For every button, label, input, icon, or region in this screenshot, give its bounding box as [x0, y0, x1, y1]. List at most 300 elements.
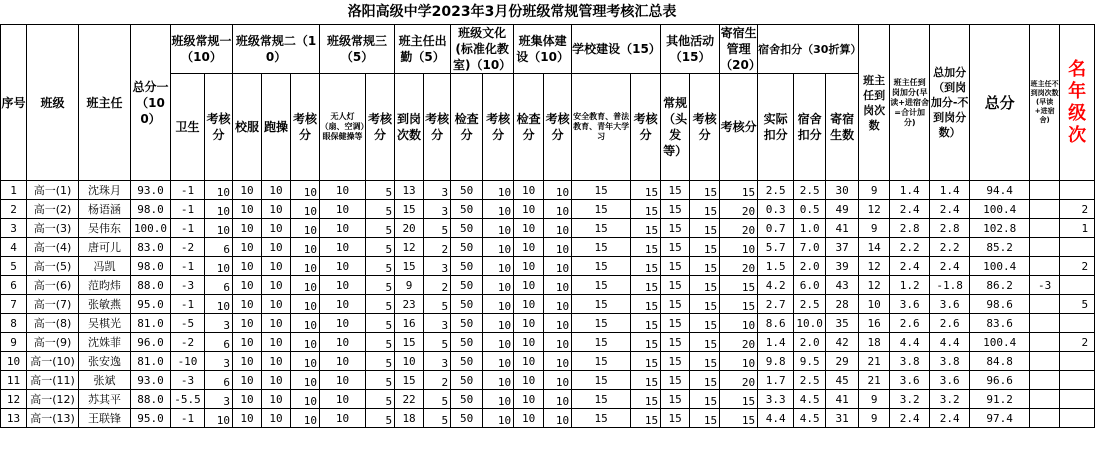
cell-rk: 2: [1060, 200, 1095, 219]
cell-r3a: 10: [320, 409, 366, 428]
cell-atb: 5: [424, 219, 451, 238]
cell-dd1: 4.4: [758, 409, 794, 428]
cell-total: 94.4: [970, 181, 1030, 200]
cell-teacher: 唐可儿: [79, 238, 131, 257]
cell-t1: 83.0: [131, 238, 171, 257]
cell-cls: 高一(8): [27, 314, 79, 333]
cell-dd1: 9.8: [758, 352, 794, 371]
cell-dd2: 7.0: [794, 238, 826, 257]
cell-total: 85.2: [970, 238, 1030, 257]
cell-r1a: -5.5: [171, 390, 205, 409]
cell-t1: 95.0: [131, 409, 171, 428]
cell-t1: 81.0: [131, 352, 171, 371]
cell-cua: 50: [451, 238, 483, 257]
cell-cls: 高一(1): [27, 181, 79, 200]
cell-r1a: -10: [171, 352, 205, 371]
cell-acb: 15: [690, 314, 720, 333]
header-total1: 总分一（100）: [131, 25, 171, 181]
header-uniform: 校服: [233, 74, 262, 181]
cell-cob: 10: [544, 219, 572, 238]
cell-t1: 88.0: [131, 276, 171, 295]
cell-dd1: 1.7: [758, 371, 794, 390]
cell-ab: [1030, 371, 1060, 390]
cell-cub: 10: [483, 257, 514, 276]
cell-r2c: 10: [291, 295, 320, 314]
table-row: [1, 352, 1095, 371]
cell-atb: 3: [424, 200, 451, 219]
cell-ata: 15: [395, 200, 424, 219]
header-teacher-bonus: 班主任到岗加分(早读+进宿舍=合计加分): [890, 25, 930, 181]
cell-scb: 15: [631, 257, 661, 276]
cell-tt: 2.4: [930, 409, 970, 428]
cell-r2a: 10: [233, 200, 262, 219]
cell-rk: [1060, 276, 1095, 295]
cell-tb: 2.2: [890, 238, 930, 257]
cell-total: 100.4: [970, 257, 1030, 276]
cell-r3b: 5: [366, 409, 395, 428]
cell-total: 98.6: [970, 295, 1030, 314]
cell-r1b: 6: [205, 371, 233, 390]
cell-r2c: 10: [291, 352, 320, 371]
cell-r3a: 10: [320, 390, 366, 409]
cell-r3b: 5: [366, 295, 395, 314]
table-row: [1, 409, 1095, 428]
cell-ab: [1030, 257, 1060, 276]
header-collective: 班集体建设（10）: [514, 25, 572, 74]
cell-tt: 1.4: [930, 181, 970, 200]
cell-cub: 10: [483, 409, 514, 428]
cell-cob: 10: [544, 314, 572, 333]
cell-ata: 12: [395, 238, 424, 257]
cell-t1: 98.0: [131, 257, 171, 276]
cell-dd2: 2.5: [794, 295, 826, 314]
cell-r3b: 5: [366, 257, 395, 276]
cell-tt: 2.2: [930, 238, 970, 257]
cell-dd3: 29: [826, 352, 859, 371]
cell-ata: 15: [395, 333, 424, 352]
cell-tc: 10: [859, 295, 890, 314]
cell-coa: 10: [514, 219, 544, 238]
cell-r1b: 10: [205, 295, 233, 314]
cell-r3a: 10: [320, 295, 366, 314]
cell-scb: 15: [631, 314, 661, 333]
cell-acb: 15: [690, 295, 720, 314]
header-score: 考核分: [690, 74, 720, 181]
header-dorm-mgmt: 寄宿生管理（20）: [720, 26, 761, 72]
cell-acb: 15: [690, 257, 720, 276]
cell-acb: 15: [690, 352, 720, 371]
cell-tt: 2.4: [930, 257, 970, 276]
cell-cls: 高一(9): [27, 333, 79, 352]
header-actual-deduct: 实际扣分: [758, 74, 794, 181]
cell-r2b: 10: [262, 333, 291, 352]
cell-ab: [1030, 333, 1060, 352]
table-row: [1, 371, 1095, 390]
cell-scb: 15: [631, 390, 661, 409]
cell-atb: 3: [424, 181, 451, 200]
cell-r1b: 6: [205, 276, 233, 295]
cell-tc: 9: [859, 219, 890, 238]
cell-teacher: 沈珠月: [79, 181, 131, 200]
cell-r2a: 10: [233, 390, 262, 409]
cell-cls: 高一(11): [27, 371, 79, 390]
header-attend-count: 到岗次数: [395, 74, 424, 181]
cell-r2c: 10: [291, 200, 320, 219]
cell-r1b: 10: [205, 181, 233, 200]
cell-cub: 10: [483, 333, 514, 352]
header-score: 考核分: [483, 74, 514, 181]
cell-seq: 13: [1, 409, 27, 428]
cell-r1b: 10: [205, 200, 233, 219]
cell-t1: 95.0: [131, 295, 171, 314]
cell-tb: 3.2: [890, 390, 930, 409]
cell-sca: 15: [572, 333, 631, 352]
header-score: 考核分: [544, 74, 572, 181]
header-activity: 其他活动（15）: [661, 25, 720, 74]
cell-scb: 15: [631, 200, 661, 219]
header-score: 考核分: [631, 74, 661, 181]
cell-r3b: 5: [366, 219, 395, 238]
cell-dd3: 42: [826, 333, 859, 352]
cell-r2c: 10: [291, 276, 320, 295]
cell-aca: 15: [661, 333, 690, 352]
header-school: 学校建设（15）: [572, 25, 661, 74]
cell-cua: 50: [451, 295, 483, 314]
cell-rk: [1060, 371, 1095, 390]
cell-dd1: 2.7: [758, 295, 794, 314]
header-total: 总分: [970, 25, 1030, 181]
cell-aca: 15: [661, 200, 690, 219]
header-check: 检查分: [451, 74, 483, 181]
cell-cls: 高一(2): [27, 200, 79, 219]
cell-acb: 15: [690, 200, 720, 219]
cell-tb: 4.4: [890, 333, 930, 352]
cell-r2c: 10: [291, 219, 320, 238]
cell-seq: 2: [1, 200, 27, 219]
cell-r2a: 10: [233, 238, 262, 257]
cell-aca: 15: [661, 390, 690, 409]
cell-seq: 1: [1, 181, 27, 200]
cell-r1b: 10: [205, 257, 233, 276]
cell-aca: 15: [661, 371, 690, 390]
cell-atb: 3: [424, 352, 451, 371]
cell-t1: 88.0: [131, 390, 171, 409]
cell-cua: 50: [451, 390, 483, 409]
cell-aca: 15: [661, 295, 690, 314]
header-safety-edu: 安全教育、普法教育、青年大学习: [572, 74, 631, 181]
cell-dd1: 1.4: [758, 333, 794, 352]
cell-total: 102.8: [970, 219, 1030, 238]
cell-coa: 10: [514, 276, 544, 295]
cell-t1: 93.0: [131, 181, 171, 200]
cell-atb: 5: [424, 390, 451, 409]
cell-dd2: 10.0: [794, 314, 826, 333]
cell-r2b: 10: [262, 295, 291, 314]
cell-total: 91.2: [970, 390, 1030, 409]
cell-tt: 3.2: [930, 390, 970, 409]
cell-cub: 10: [483, 314, 514, 333]
cell-scb: 15: [631, 371, 661, 390]
cell-dd3: 35: [826, 314, 859, 333]
cell-r3a: 10: [320, 371, 366, 390]
cell-tb: 3.8: [890, 352, 930, 371]
cell-cob: 10: [544, 409, 572, 428]
cell-t1: 98.0: [131, 200, 171, 219]
cell-rk: [1060, 238, 1095, 257]
cell-tb: 2.4: [890, 200, 930, 219]
cell-coa: 10: [514, 390, 544, 409]
summary-table: [0, 24, 1095, 428]
cell-r3b: 5: [366, 181, 395, 200]
cell-tt: 3.8: [930, 352, 970, 371]
cell-teacher: 吴棋光: [79, 314, 131, 333]
cell-teacher: 苏其平: [79, 390, 131, 409]
cell-t1: 93.0: [131, 371, 171, 390]
header-dorm-deduct: 宿舍扣分（30折算）: [758, 25, 859, 74]
header-class: 班级: [27, 25, 79, 181]
cell-seq: 8: [1, 314, 27, 333]
cell-r1a: -2: [171, 333, 205, 352]
cell-acb: 15: [690, 409, 720, 428]
cell-scb: 15: [631, 219, 661, 238]
cell-coa: 10: [514, 352, 544, 371]
cell-scb: 15: [631, 181, 661, 200]
cell-r3a: 10: [320, 314, 366, 333]
table-row: [1, 276, 1095, 295]
cell-r3a: 10: [320, 219, 366, 238]
cell-teacher: 吴伟东: [79, 219, 131, 238]
cell-r2a: 10: [233, 333, 262, 352]
cell-sca: 15: [572, 314, 631, 333]
cell-sca: 15: [572, 257, 631, 276]
cell-teacher: 杨语涵: [79, 200, 131, 219]
cell-cls: 高一(13): [27, 409, 79, 428]
header-teacher-count: 班主任到岗次数: [859, 25, 890, 181]
cell-r2c: 10: [291, 390, 320, 409]
cell-scb: 15: [631, 276, 661, 295]
cell-aca: 15: [661, 352, 690, 371]
cell-cob: 10: [544, 200, 572, 219]
cell-cub: 10: [483, 352, 514, 371]
cell-teacher: 沈姝菲: [79, 333, 131, 352]
cell-cob: 10: [544, 181, 572, 200]
cell-cua: 50: [451, 314, 483, 333]
cell-dd2: 0.5: [794, 200, 826, 219]
header-score: 考核分: [424, 74, 451, 181]
cell-tb: 2.8: [890, 219, 930, 238]
table-row: [1, 390, 1095, 409]
cell-total: 97.4: [970, 409, 1030, 428]
cell-dd3: 41: [826, 390, 859, 409]
cell-cub: 10: [483, 295, 514, 314]
cell-ata: 15: [395, 257, 424, 276]
cell-r2c: 10: [291, 238, 320, 257]
cell-dm: 15: [720, 409, 758, 428]
cell-tc: 14: [859, 238, 890, 257]
cell-sca: 15: [572, 238, 631, 257]
cell-r2c: 10: [291, 314, 320, 333]
cell-rk: [1060, 352, 1095, 371]
cell-t1: 81.0: [131, 314, 171, 333]
cell-seq: 6: [1, 276, 27, 295]
cell-t1: 96.0: [131, 333, 171, 352]
cell-acb: 15: [690, 371, 720, 390]
cell-total: 86.2: [970, 276, 1030, 295]
cell-dd1: 1.5: [758, 257, 794, 276]
header-attendance: 班主任出勤（5）: [395, 25, 451, 74]
cell-aca: 15: [661, 257, 690, 276]
cell-cua: 50: [451, 352, 483, 371]
cell-rk: 2: [1060, 333, 1095, 352]
cell-cub: 10: [483, 238, 514, 257]
cell-r1a: -1: [171, 181, 205, 200]
header-routine3: 班级常规三（5）: [320, 25, 395, 74]
cell-dd3: 45: [826, 371, 859, 390]
cell-acb: 15: [690, 390, 720, 409]
cell-r3a: 10: [320, 238, 366, 257]
cell-dd2: 2.0: [794, 257, 826, 276]
cell-coa: 10: [514, 295, 544, 314]
cell-tt: 2.6: [930, 314, 970, 333]
cell-cls: 高一(6): [27, 276, 79, 295]
cell-acb: 15: [690, 181, 720, 200]
header-score: 考核分: [291, 74, 320, 181]
cell-dm: 15: [720, 181, 758, 200]
cell-total: 96.6: [970, 371, 1030, 390]
cell-cls: 高一(3): [27, 219, 79, 238]
cell-tc: 16: [859, 314, 890, 333]
cell-r2a: 10: [233, 409, 262, 428]
table-row: [1, 181, 1095, 200]
cell-cob: 10: [544, 257, 572, 276]
cell-r3b: 5: [366, 238, 395, 257]
cell-tb: 3.6: [890, 371, 930, 390]
cell-acb: 15: [690, 276, 720, 295]
cell-acb: 15: [690, 333, 720, 352]
cell-r2a: 10: [233, 314, 262, 333]
cell-sca: 15: [572, 200, 631, 219]
cell-r2a: 10: [233, 257, 262, 276]
cell-r2c: 10: [291, 333, 320, 352]
cell-ab: [1030, 219, 1060, 238]
cell-ab: [1030, 352, 1060, 371]
cell-cua: 50: [451, 276, 483, 295]
cell-r2b: 10: [262, 390, 291, 409]
cell-aca: 15: [661, 276, 690, 295]
cell-cob: 10: [544, 371, 572, 390]
cell-seq: 5: [1, 257, 27, 276]
cell-coa: 10: [514, 314, 544, 333]
cell-rk: [1060, 409, 1095, 428]
cell-dd2: 9.5: [794, 352, 826, 371]
header-rank: 名年级次: [1060, 25, 1095, 181]
cell-dm: 10: [720, 314, 758, 333]
cell-t1: 100.0: [131, 219, 171, 238]
cell-cub: 10: [483, 390, 514, 409]
cell-tc: 12: [859, 276, 890, 295]
cell-teacher: 张安逸: [79, 352, 131, 371]
cell-cls: 高一(4): [27, 238, 79, 257]
cell-ab: [1030, 200, 1060, 219]
header-absence: 班主任不到岗次数(早读+进宿舍): [1030, 25, 1060, 181]
cell-ab: [1030, 390, 1060, 409]
cell-r2c: 10: [291, 409, 320, 428]
cell-teacher: 范昀炜: [79, 276, 131, 295]
cell-ata: 20: [395, 219, 424, 238]
cell-ab: [1030, 314, 1060, 333]
header-total-bonus: 总加分（到岗加分-不到岗分数）: [930, 25, 970, 181]
cell-tc: 18: [859, 333, 890, 352]
cell-r2b: 10: [262, 276, 291, 295]
cell-total: 100.4: [970, 200, 1030, 219]
page-title: 洛阳高级中学2023年3月份班级常规管理考核汇总表: [347, 4, 677, 20]
cell-ata: 13: [395, 181, 424, 200]
table-row: [1, 219, 1095, 238]
cell-atb: 5: [424, 333, 451, 352]
cell-cls: 高一(12): [27, 390, 79, 409]
cell-cob: 10: [544, 238, 572, 257]
cell-r2a: 10: [233, 295, 262, 314]
cell-coa: 10: [514, 257, 544, 276]
cell-tc: 21: [859, 352, 890, 371]
cell-coa: 10: [514, 409, 544, 428]
cell-atb: 2: [424, 371, 451, 390]
cell-r3b: 5: [366, 200, 395, 219]
cell-rk: [1060, 390, 1095, 409]
cell-aca: 15: [661, 181, 690, 200]
cell-teacher: 张敏燕: [79, 295, 131, 314]
cell-scb: 15: [631, 333, 661, 352]
cell-atb: 2: [424, 276, 451, 295]
header-routine1: 班级常规一（10）: [171, 25, 233, 74]
cell-r2c: 10: [291, 181, 320, 200]
cell-r1a: -5: [171, 314, 205, 333]
table-row: [1, 257, 1095, 276]
cell-r1b: 6: [205, 333, 233, 352]
cell-seq: 12: [1, 390, 27, 409]
cell-dm: 15: [720, 276, 758, 295]
cell-r2b: 10: [262, 200, 291, 219]
cell-dm: 20: [720, 200, 758, 219]
cell-r1b: 3: [205, 390, 233, 409]
cell-rk: [1060, 181, 1095, 200]
cell-aca: 15: [661, 238, 690, 257]
cell-dd3: 39: [826, 257, 859, 276]
cell-ata: 9: [395, 276, 424, 295]
cell-cub: 10: [483, 181, 514, 200]
cell-dd3: 30: [826, 181, 859, 200]
cell-sca: 15: [572, 371, 631, 390]
cell-r3a: 10: [320, 200, 366, 219]
cell-ata: 10: [395, 352, 424, 371]
cell-r1a: -1: [171, 257, 205, 276]
cell-atb: 5: [424, 295, 451, 314]
cell-dd2: 2.0: [794, 333, 826, 352]
cell-teacher: 冯凯: [79, 257, 131, 276]
cell-dd1: 5.7: [758, 238, 794, 257]
cell-r2b: 10: [262, 314, 291, 333]
cell-dd2: 4.5: [794, 390, 826, 409]
cell-seq: 10: [1, 352, 27, 371]
header-boarders: 寄宿生数: [826, 74, 859, 181]
cell-cob: 10: [544, 295, 572, 314]
cell-atb: 5: [424, 409, 451, 428]
cell-rk: 1: [1060, 219, 1095, 238]
cell-dd2: 4.5: [794, 409, 826, 428]
cell-dd2: 6.0: [794, 276, 826, 295]
cell-cob: 10: [544, 333, 572, 352]
cell-tb: 3.6: [890, 295, 930, 314]
